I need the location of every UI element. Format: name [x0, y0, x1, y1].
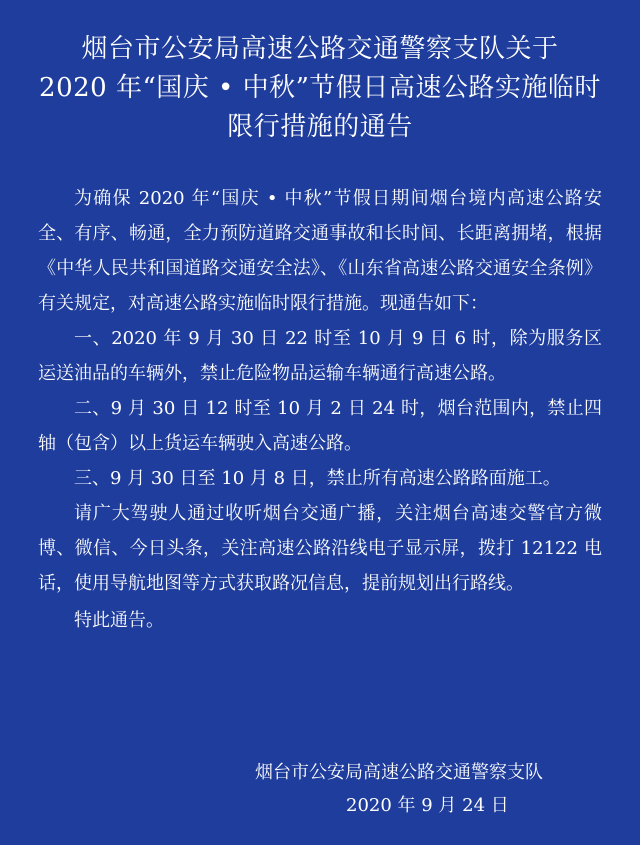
measure-item-3: 三、9 月 30 日至 10 月 8 日，禁止所有高速公路路面施工。 [74, 468, 561, 489]
issuing-organization: 烟台市公安局高速公路交通警察支队 [255, 762, 543, 783]
advice-paragraph: 请广大驾驶人通过收听烟台交通广播，关注烟台高速交警官方微博、微信、今日头条，关注高速公路沿线电子显示屏，拨打 12122 电话，使用导航地图等方式获取路况信息，提前规划出行路线。 [38, 503, 602, 594]
title-line-2: 2020 年“国庆 • 中秋”节假日高速公路实施临时 [39, 73, 601, 103]
measure-item-2: 二、9 月 30 日 12 时至 10 月 2 日 24 时，烟台范围内，禁止四轴（包含）以上货运车辆驶入高速公路。 [38, 398, 602, 454]
notice-body [38, 181, 602, 638]
title-line-3: 限行措施的通告 [227, 112, 413, 142]
closing-line: 特此通告。 [74, 610, 164, 631]
title-line-1: 烟台市公安局高速公路交通警察支队关于 [81, 34, 559, 64]
notice-title [38, 0, 602, 147]
measure-item-1: 一、2020 年 9 月 30 日 22 时至 10 月 9 日 6 时，除为服务区运送油品的车辆外，禁止危险物品运输车辆通行高速公路。 [38, 328, 602, 384]
issue-date: 2020 年 9 月 24 日 [346, 795, 509, 816]
intro-paragraph: 为确保 2020 年“国庆 • 中秋”节假日期间烟台境内高速公路安全、有序、畅通，全力预防道路交通事故和长时间、长距离拥堵，根据《中华人民共和国道路交通安全法》、《山东省高速公路交通安全条例》有关规定，对高速公路实施临时限行措施。现通告如下： [38, 188, 602, 314]
